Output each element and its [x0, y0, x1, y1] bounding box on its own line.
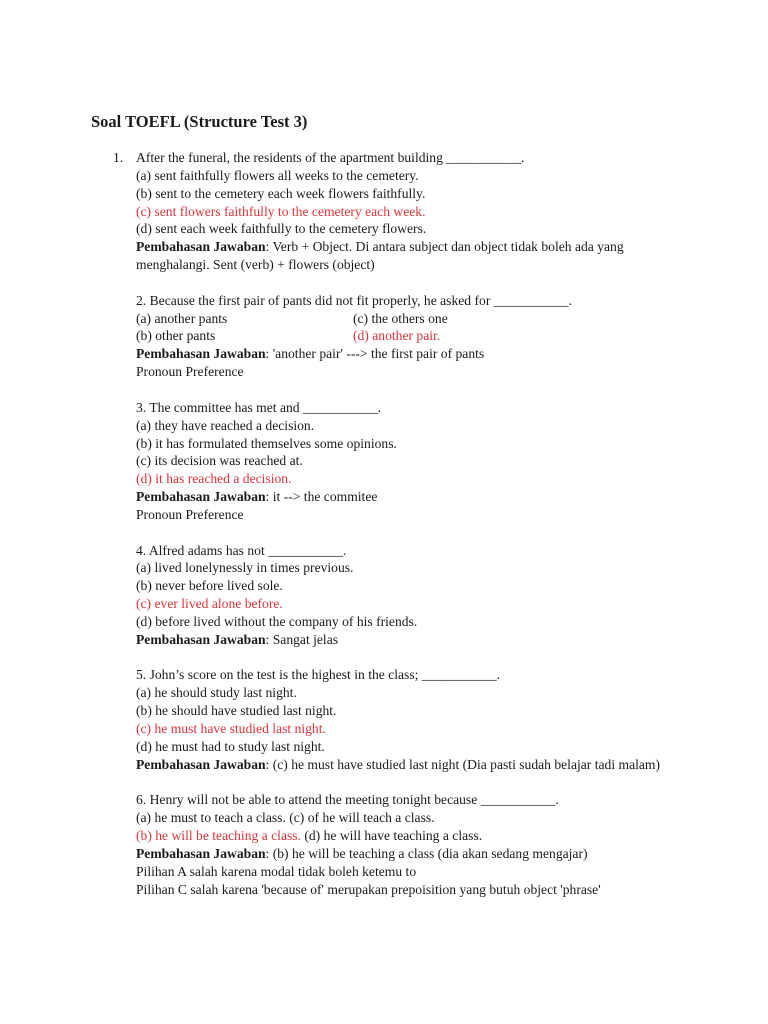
option-d: (d) sent each week faithfully to the cemetery flowers.	[136, 221, 427, 237]
option-c: (c) its decision was reached at.	[136, 453, 303, 469]
option-d: (d) he must had to study last night.	[136, 738, 325, 754]
question-stem: 2. Because the first pair of pants did not fit properly, he asked for ___________.	[136, 292, 572, 308]
option-a: (a) they have reached a decision.	[136, 417, 315, 433]
question-3	[136, 399, 696, 524]
question-2	[136, 292, 696, 381]
option-a: (a) lived lonelynessly in times previous.	[136, 560, 354, 576]
option-d: (d) before lived without the company of his friends.	[136, 613, 418, 629]
option-b-correct: (b) he will be teaching a class.	[136, 828, 301, 844]
explanation-label: Pembahasan Jawaban	[136, 239, 266, 255]
option-a: (a) he should study last night.	[136, 685, 297, 701]
explanation-label: Pembahasan Jawaban	[136, 346, 266, 362]
options-a-c: (a) he must to teach a class. (c) of he will teach a class.	[136, 810, 435, 826]
option-c-correct: (c) he must have studied last night.	[136, 721, 326, 736]
explanation-label: Pembahasan Jawaban	[136, 489, 266, 505]
explanation: Pembahasan Jawaban: Verb + Object. Di antara subject dan object tidak boleh ada yang menghalangi. Sent (verb) + flowers (object)	[136, 239, 624, 273]
question-stem: 5. John’s score on the test is the highest in the class; ___________.	[136, 667, 500, 683]
explanation: Pembahasan Jawaban: 'another pair' ---> the first pair of pants	[136, 346, 485, 362]
question-1	[113, 149, 696, 274]
explanation: Pembahasan Jawaban: (c) he must have studied last night (Dia pasti sudah belajar tadi malam)	[136, 756, 661, 772]
option-b: (b) it has formulated themselves some opinions.	[136, 435, 397, 451]
option-d: (d) he will have teaching a class.	[300, 828, 483, 844]
option-d-correct: (d) it has reached a decision.	[136, 471, 292, 487]
option-b: (b) other pants	[136, 328, 216, 344]
explanation: Pembahasan Jawaban: Sangat jelas	[136, 631, 339, 647]
explanation-label: Pembahasan Jawaban	[136, 631, 266, 647]
question-stem: After the funeral, the residents of the apartment building ___________.	[136, 150, 525, 165]
question-5	[136, 666, 696, 773]
option-b: (b) he should have studied last night.	[136, 703, 337, 719]
option-c-correct: (c) sent flowers faithfully to the cemetery each week.	[136, 203, 426, 219]
explanation-label: Pembahasan Jawaban	[136, 756, 266, 772]
question-stem: 3. The committee has met and ___________.	[136, 399, 382, 415]
explanation-label: Pembahasan Jawaban	[136, 845, 266, 861]
option-b: (b) sent to the cemetery each week flowers faithfully.	[136, 185, 426, 201]
option-d-correct: (d) another pair.	[353, 328, 441, 344]
document-body	[113, 149, 696, 916]
question-6	[136, 791, 696, 898]
option-a: (a) sent faithfully flowers all weeks to the cemetery.	[136, 167, 419, 183]
option-c: (c) the others one	[353, 310, 448, 326]
question-4	[136, 542, 696, 649]
explanation-note: Pilihan A salah karena modal tidak boleh ketemu to	[136, 863, 417, 879]
question-stem: 4. Alfred adams has not ___________.	[136, 542, 347, 558]
explanation: Pembahasan Jawaban: (b) he will be teaching a class (dia akan sedang mengajar)	[136, 845, 588, 861]
document-title: Soal TOEFL (Structure Test 3)	[91, 112, 308, 131]
explanation: Pembahasan Jawaban: it --> the commitee	[136, 489, 378, 505]
option-b: (b) never before lived sole.	[136, 578, 283, 594]
explanation-note: Pronoun Preference	[136, 506, 244, 522]
explanation-note: Pronoun Preference	[136, 364, 244, 380]
question-stem: 6. Henry will not be able to attend the meeting tonight because ___________.	[136, 792, 559, 808]
explanation-note: Pilihan C salah karena 'because of' merupakan prepoisition yang butuh object 'phrase'	[136, 881, 601, 897]
option-c-correct: (c) ever lived alone before.	[136, 596, 283, 612]
option-a: (a) another pants	[136, 310, 228, 326]
question-number: 1.	[113, 150, 124, 165]
